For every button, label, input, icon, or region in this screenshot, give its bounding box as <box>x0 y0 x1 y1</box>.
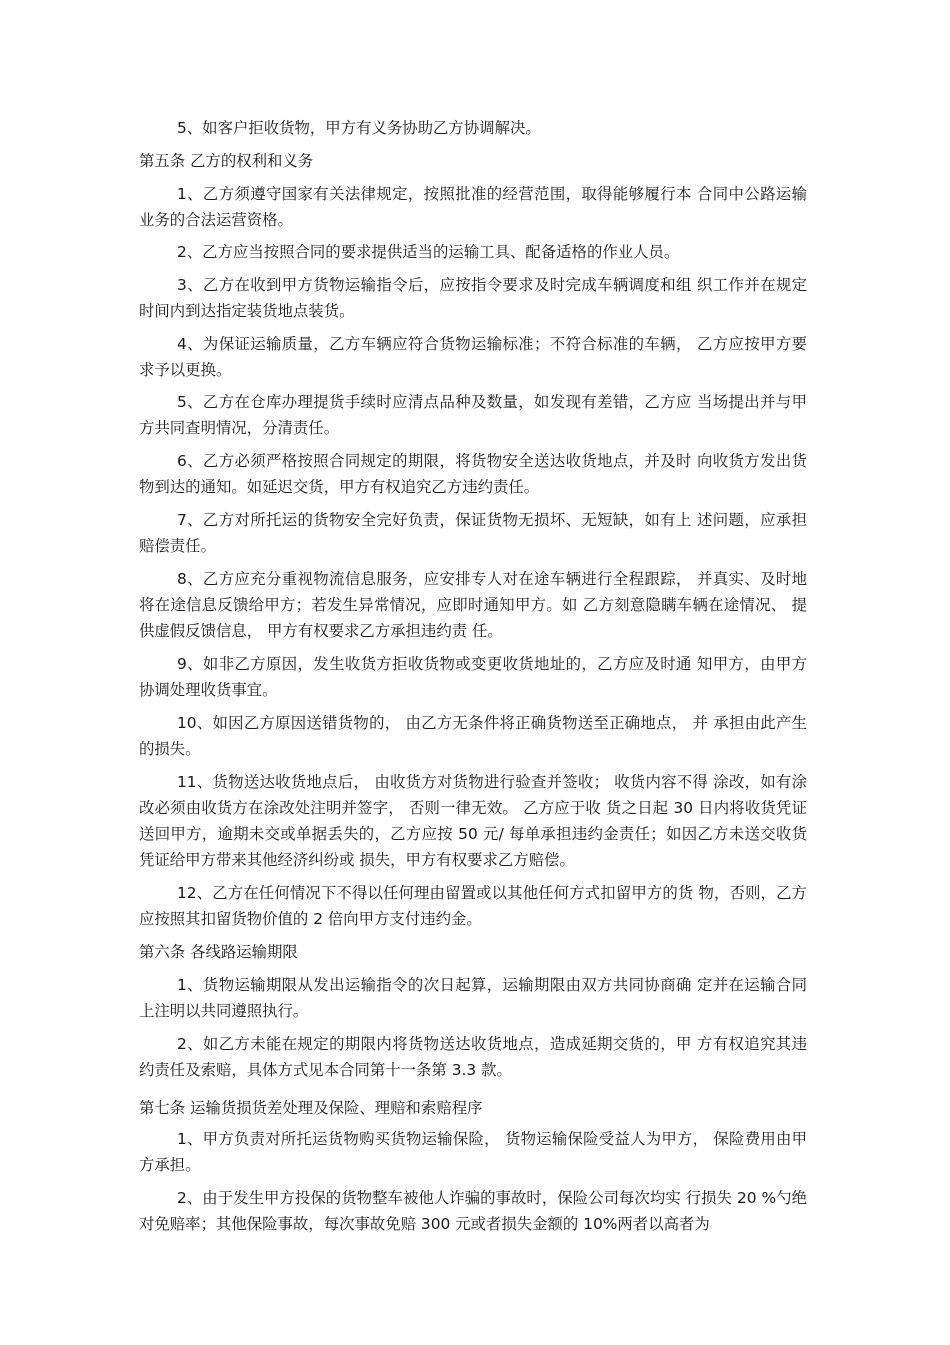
article-5-item-11: 11、货物送达收货地点后， 由收货方对货物进行验查并签收； 收货内容不得 涂改，如有涂改必须由收货方在涂改处注明并签字， 否则一律无效。 乙方应于收 货之日起 30 日内将收货凭证送回甲方，逾期未交或单据丢失的，乙方应按 50 元/ 每单承担违约金责任；如因乙方未送交收货凭证给甲方带来其他经济纠纷或 损失，甲方有权要求乙方赔偿。 <box>139 773 807 869</box>
article-5-item-5: 5、乙方在仓库办理提货手续时应清点品种及数量，如发现有差错，乙方应 当场提出并与甲方共同查明情况，分清责任。 <box>139 393 807 437</box>
article-5-item-2: 2、乙方应当按照合同的要求提供适当的运输工具、配备适格的作业人员。 <box>177 243 680 261</box>
article-5-item-6: 6、乙方必须严格按照合同规定的期限，将货物安全送达收货地点，并及时 向收货方发出货物到达的通知。如延迟交货，甲方有权追究乙方违约责任。 <box>139 452 807 496</box>
article-7-heading: 第七条 运输货损货差处理及保险、理赔和索赔程序 <box>139 1099 483 1117</box>
article-5-item-3: 3、乙方在收到甲方货物运输指令后，应按指令要求及时完成车辆调度和组 织工作并在规定时间内到达指定装货地点装货。 <box>139 276 807 320</box>
clause-4-item-5: 5、如客户拒收货物，甲方有义务协助乙方协调解决。 <box>177 119 541 137</box>
article-6-item-2: 2、如乙方未能在规定的期限内将货物送达收货地点，造成延期交货的，甲 方有权追究其违约责任及索赔，具体方式见本合同第十一条第 3.3 款。 <box>139 1035 807 1079</box>
article-5-item-4: 4、为保证运输质量，乙方车辆应符合货物运输标准；不符合标准的车辆， 乙方应按甲方要求予以更换。 <box>139 335 807 379</box>
article-5-heading: 第五条 乙方的权利和义务 <box>139 152 314 170</box>
article-5-item-10: 10、如因乙方原因送错货物的， 由乙方无条件将正确货物送至正确地点， 并 承担由此产生的损失。 <box>139 714 807 758</box>
article-5-item-9: 9、如非乙方原因，发生收货方拒收货物或变更收货地址的，乙方应及时通 知甲方，由甲方协调处理收货事宜。 <box>139 655 807 699</box>
article-7-item-1: 1、甲方负责对所托运货物购买货物运输保险， 货物运输保险受益人为甲方， 保险费用由甲方承担。 <box>139 1130 807 1174</box>
article-5-item-12: 12、乙方在任何情况下不得以任何理由留置或以其他任何方式扣留甲方的货 物，否则，乙方应按照其扣留货物价值的 2 倍向甲方支付违约金。 <box>139 884 807 928</box>
article-7-item-2: 2、由于发生甲方投保的货物整车被他人诈骗的事故时，保险公司每次均实 行损失 20 %勺绝对免赔率；其他保险事故，每次事故免赔 300 元或者损失金额的 10%两者以高者为 <box>139 1189 807 1233</box>
article-5-item-7: 7、乙方对所托运的货物安全完好负责，保证货物无损坏、无短缺，如有上 述问题，应承担赔偿责任。 <box>139 511 807 555</box>
article-5-item-8: 8、乙方应充分重视物流信息服务，应安排专人对在途车辆进行全程跟踪， 并真实、及时地将在途信息反馈给甲方；若发生异常情况，应即时通知甲方。如 乙方刻意隐瞒车辆在途情况、 提供虚假反馈信息， 甲方有权要求乙方承担违约责 任。 <box>139 570 807 640</box>
article-5-item-1: 1、乙方须遵守国家有关法律规定，按照批准的经营范围，取得能够履行本 合同中公路运输业务的合法运营资格。 <box>139 185 807 229</box>
article-6-item-1: 1、货物运输期限从发出运输指令的次日起算，运输期限由双方共同协商确 定并在运输合同上注明以共同遵照执行。 <box>139 976 807 1020</box>
article-6-heading: 第六条 各线路运输期限 <box>139 943 298 961</box>
